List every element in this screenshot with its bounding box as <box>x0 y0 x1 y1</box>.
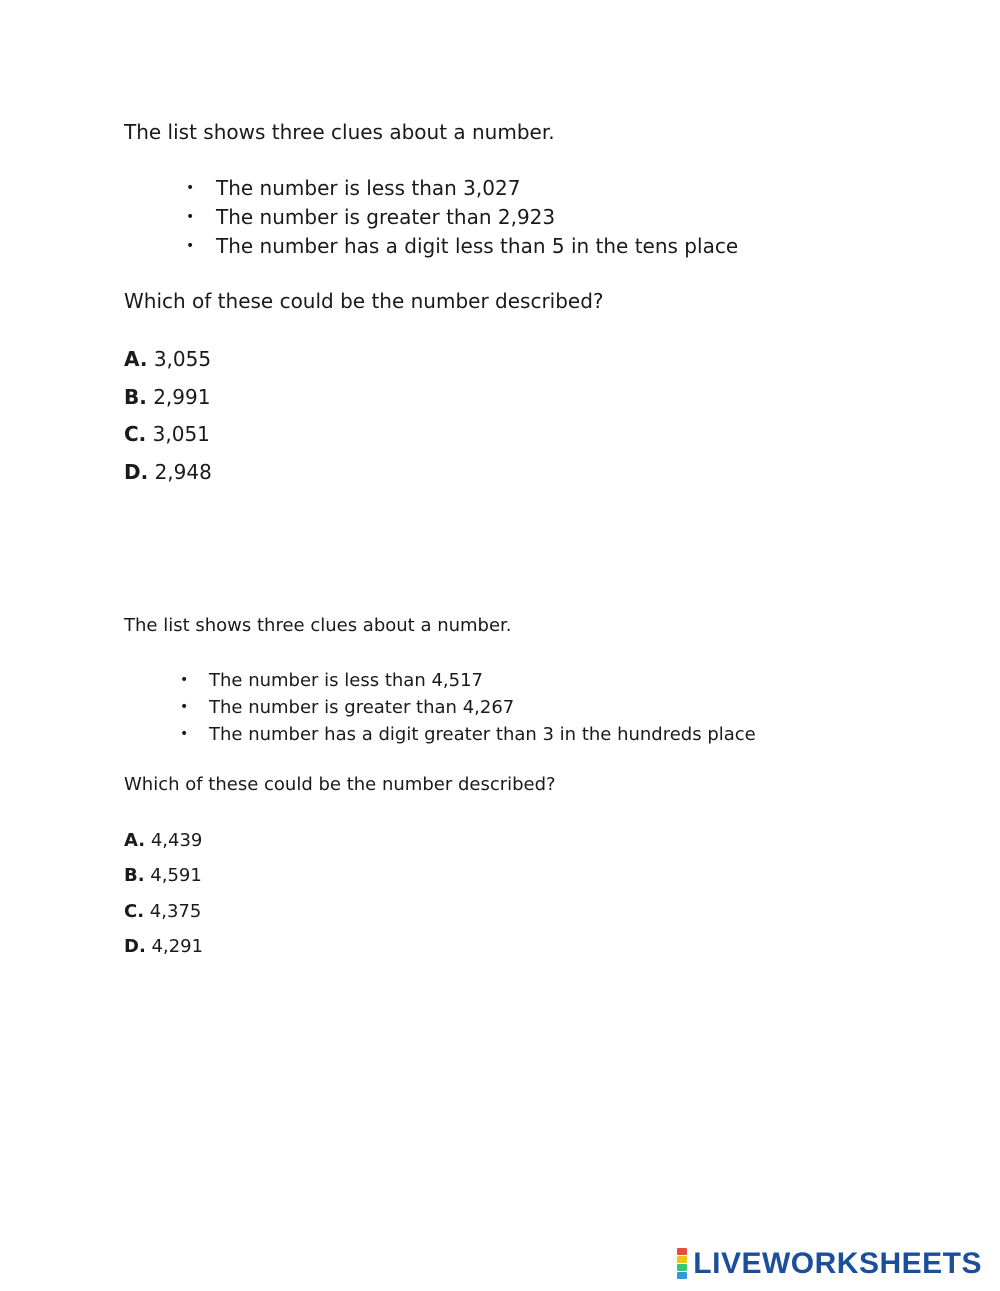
option-letter: B. <box>124 384 147 409</box>
option-letter: A. <box>124 347 148 371</box>
clue-list <box>186 174 738 261</box>
bullet-icon: • <box>180 698 189 715</box>
option-value: 4,591 <box>150 865 202 887</box>
clue-text: The number is less than 3,027 <box>216 176 521 200</box>
clue-item <box>180 667 756 694</box>
bullet-icon: • <box>180 725 189 742</box>
answer-option-c[interactable] <box>124 416 738 454</box>
question-2 <box>124 615 756 965</box>
option-letter: D. <box>124 936 146 958</box>
clue-text: The number is greater than 2,923 <box>216 205 556 229</box>
option-value: 2,991 <box>153 384 211 409</box>
bullet-icon: • <box>186 238 195 254</box>
clue-text: The number is less than 4,517 <box>209 669 483 691</box>
question-prompt: Which of these could be the number described? <box>124 289 604 313</box>
bullet-icon: • <box>186 209 195 225</box>
clue-item <box>186 232 738 261</box>
clue-item <box>180 694 756 721</box>
option-letter: D. <box>124 459 149 484</box>
answer-option-b[interactable] <box>124 858 756 894</box>
option-value: 4,439 <box>150 829 203 851</box>
answer-options <box>124 823 756 965</box>
clue-text: The number has a digit greater than 3 in the hundreds place <box>209 723 756 745</box>
option-value: 3,051 <box>152 422 210 446</box>
liveworksheets-brand <box>677 1248 982 1279</box>
question-prompt: Which of these could be the number described? <box>124 773 556 795</box>
answer-option-a[interactable] <box>124 341 738 379</box>
clue-text: The number has a digit less than 5 in the tens place <box>216 234 739 258</box>
answer-option-c[interactable] <box>124 894 756 930</box>
liveworksheets-logo-icon <box>677 1248 687 1279</box>
answer-option-d[interactable] <box>124 454 738 492</box>
option-value: 4,291 <box>151 936 204 958</box>
option-letter: B. <box>124 865 145 887</box>
answer-options <box>124 341 738 491</box>
option-letter: C. <box>124 422 147 446</box>
clue-list <box>180 667 756 748</box>
clue-text: The number is greater than 4,267 <box>209 696 515 718</box>
option-value: 3,055 <box>153 347 212 371</box>
clue-item <box>180 721 756 748</box>
bullet-icon: • <box>186 180 195 196</box>
answer-option-b[interactable] <box>124 379 738 417</box>
logo-block <box>677 1248 687 1255</box>
answer-option-a[interactable] <box>124 823 756 859</box>
clue-item <box>186 203 738 232</box>
question-intro: The list shows three clues about a number. <box>124 120 555 144</box>
question-1 <box>124 120 738 491</box>
question-intro: The list shows three clues about a number. <box>124 615 512 636</box>
answer-option-d[interactable] <box>124 929 756 965</box>
option-letter: A. <box>124 829 146 851</box>
option-letter: C. <box>124 900 145 922</box>
clue-item <box>186 174 738 203</box>
logo-block <box>677 1264 687 1271</box>
option-value: 4,375 <box>149 900 202 922</box>
logo-block <box>677 1256 687 1263</box>
option-value: 2,948 <box>154 459 212 484</box>
logo-block <box>677 1272 687 1279</box>
bullet-icon: • <box>180 671 189 688</box>
brand-name: LIVEWORKSHEETS <box>693 1246 982 1280</box>
